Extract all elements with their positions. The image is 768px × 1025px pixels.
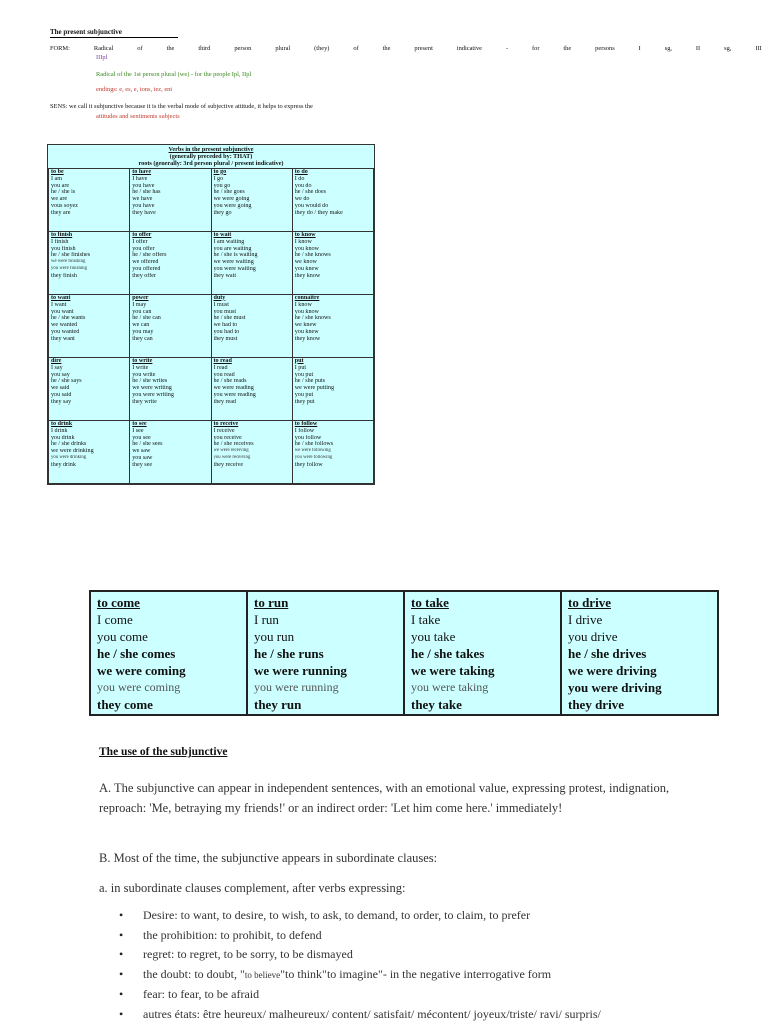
conjugation-line: you were receiving	[213, 455, 251, 461]
verb-cell	[561, 591, 718, 715]
conjugation-line: he / she says	[51, 378, 82, 385]
conjugation-line: you were writing	[132, 392, 174, 399]
conjugation-line: we were writing	[132, 385, 172, 392]
conjugation-line: they go	[213, 210, 232, 217]
verb-cell	[292, 420, 373, 483]
conjugation-line: we were putting	[294, 385, 335, 392]
conjugation-line: they can	[132, 336, 153, 343]
conjugation-line: we were taking	[411, 663, 495, 678]
conjugation-line: they have	[132, 210, 156, 217]
verb-heading: to receive	[213, 420, 239, 427]
conjugation-line: you offered	[132, 266, 161, 273]
uses-list	[99, 906, 743, 1025]
conjugation-line: you drive	[568, 629, 618, 644]
conjugation-line: I must	[213, 301, 229, 308]
conjugation-line: you receive	[213, 434, 242, 441]
verb-cell	[130, 168, 211, 231]
sens-line: SENS: we call it subjunctive because it is the verbal mode of subjective attitude, it helps to express the	[50, 103, 313, 110]
conjugation-line: they know	[294, 336, 321, 343]
conjugation-line: I go	[213, 175, 224, 182]
verb-cell	[130, 294, 211, 357]
conjugation-line: you run	[254, 629, 295, 644]
paragraph-a: A. The subjunctive can appear in independent sentences, with an emotional value, expressing protest, indignation, reproach: 'Me, betraying my friends!' or an indirect order: 'Let him come here.' immediately!	[99, 781, 670, 815]
conjugation-line: I may	[132, 301, 147, 308]
conjugation-line: they drink	[51, 462, 76, 469]
conjugation-line: you are waiting	[213, 245, 252, 252]
verb-heading: power	[132, 294, 149, 301]
conjugation-line: you want	[51, 308, 74, 315]
conjugation-line: I know	[294, 301, 312, 308]
conjugation-line: I drive	[568, 612, 603, 627]
verb-heading: to follow	[294, 420, 318, 427]
verb-heading: to see	[132, 420, 147, 427]
verb-heading: to wait	[213, 231, 232, 238]
conjugation-line: you were reading	[213, 392, 256, 399]
small-table-header: Verbs in the present subjunctive (generally preceded by: THAT) roots (generally: 3rd person plural / present indicative)	[138, 146, 284, 168]
conjugation-line: he / she goes	[213, 189, 245, 196]
conjugation-line: I am	[51, 175, 62, 182]
conjugation-line: he / she takes	[411, 646, 485, 661]
verb-heading: to do	[294, 168, 308, 175]
conjugation-line: I write	[132, 364, 149, 371]
verb-cell	[247, 591, 404, 715]
conjugation-line: you take	[411, 629, 456, 644]
radical-line: Radical of the 1st person plural (we) - for the people Ipl, IIpl	[96, 71, 252, 78]
verb-cell	[49, 294, 130, 357]
verb-cell	[292, 294, 373, 357]
conjugation-line: he / she knows	[294, 315, 331, 322]
list-item: • the prohibition: to prohibit, to defend	[143, 926, 743, 946]
conjugation-line: you were following	[294, 455, 333, 461]
conjugation-line: they drive	[568, 697, 624, 712]
conjugation-line: I know	[294, 238, 312, 245]
verb-cell	[49, 420, 130, 483]
verb-heading: dire	[51, 357, 62, 364]
conjugation-line: I run	[254, 612, 279, 627]
conjugation-line: I offer	[132, 238, 148, 245]
conjugation-line: you knew	[294, 329, 319, 336]
conjugation-line: we were finishing	[51, 259, 86, 265]
verb-cell	[211, 168, 292, 231]
verb-cell	[404, 591, 561, 715]
conjugation-line: they receive	[213, 462, 244, 469]
conjugation-line: you follow	[294, 434, 322, 441]
conjugation-line: they offer	[132, 273, 156, 280]
conjugation-line: you were taking	[411, 680, 489, 694]
verb-heading: to run	[254, 595, 289, 610]
verb-cell	[49, 357, 130, 420]
conjugation-line: I say	[51, 364, 63, 371]
verb-heading: put	[294, 357, 304, 364]
verb-heading: to go	[213, 168, 227, 175]
conjugation-line: they see	[132, 462, 153, 469]
verb-cell	[211, 357, 292, 420]
conjugation-line: they read	[213, 399, 237, 406]
conjugation-line: we have	[132, 196, 153, 203]
conjugation-line: we knew	[294, 322, 317, 329]
verb-cell	[292, 357, 373, 420]
conjugation-line: you said	[51, 392, 72, 399]
verb-cell	[211, 294, 292, 357]
conjugation-line: you were going	[213, 203, 252, 210]
paragraph-a-subordinate: a. in subordinate clauses complement, after verbs expressing:	[99, 881, 406, 895]
conjugation-line: you write	[132, 371, 156, 378]
conjugation-line: you saw	[132, 455, 153, 462]
verb-cell	[130, 357, 211, 420]
conjugation-line: I am waiting	[213, 238, 245, 245]
conjugation-line: we offered	[132, 259, 159, 266]
conjugation-line: he / she drinks	[51, 441, 87, 448]
conjugation-line: they write	[132, 399, 157, 406]
conjugation-line: he / she offers	[132, 252, 167, 259]
conjugation-line: you are	[51, 182, 70, 189]
use-section-title: The use of the subjunctive	[99, 746, 228, 758]
conjugation-line: he / she reads	[213, 378, 247, 385]
conjugation-line: you say	[51, 371, 70, 378]
conjugation-line: vous soyez	[51, 203, 78, 210]
table-row	[90, 591, 718, 715]
conjugation-line: we were following	[294, 448, 331, 454]
conjugation-line: he / she writes	[132, 378, 168, 385]
conjugation-line: you know	[294, 308, 319, 315]
verb-cell	[130, 420, 211, 483]
large-verb-table	[89, 590, 719, 716]
conjugation-line: you would do	[294, 203, 329, 210]
conjugation-line: they must	[213, 336, 238, 343]
verb-heading: to have	[132, 168, 152, 175]
verb-heading: duty	[213, 294, 226, 301]
conjugation-line: we wanted	[51, 322, 78, 329]
conjugation-line: you can	[132, 308, 152, 315]
conjugation-line: we were coming	[97, 663, 186, 678]
table-row	[49, 357, 374, 420]
verb-cell	[211, 231, 292, 294]
conjugation-line: you come	[97, 629, 148, 644]
conjugation-line: we do	[294, 196, 310, 203]
conjugation-line: he / she receives	[213, 441, 254, 448]
conjugation-line: we had to	[213, 322, 238, 329]
verb-heading: to be	[51, 168, 64, 175]
conjugation-line: they wait	[213, 273, 237, 280]
conjugation-line: he / she runs	[254, 646, 324, 661]
conjugation-line: we were reading	[213, 385, 254, 392]
conjugation-line: we are	[51, 196, 68, 203]
verb-cell	[49, 168, 130, 231]
conjugation-line: you must	[213, 308, 237, 315]
conjugation-line: I have	[132, 175, 148, 182]
conjugation-line: we were running	[254, 663, 347, 678]
conjugation-line: he / she puts	[294, 378, 326, 385]
conjugation-line: we were drinking	[51, 448, 94, 455]
conjugation-line: he / she drives	[568, 646, 647, 661]
conjugation-line: you were running	[254, 680, 339, 694]
verb-cell	[292, 168, 373, 231]
conjugation-line: you were waiting	[213, 266, 256, 273]
conjugation-line: you do	[294, 182, 312, 189]
conjugation-line: he / she sees	[132, 441, 163, 448]
verb-cell	[130, 231, 211, 294]
verb-cell	[90, 591, 247, 715]
conjugation-line: he / she is waiting	[213, 252, 258, 259]
verb-heading: to take	[411, 595, 449, 610]
conjugation-line: we were driving	[568, 663, 657, 678]
conjugation-line: they finish	[51, 273, 77, 280]
verb-heading: to finish	[51, 231, 73, 238]
verb-heading: to want	[51, 294, 71, 301]
table-row	[49, 231, 374, 294]
conjugation-line: they come	[97, 697, 153, 712]
conjugation-line: we were going	[213, 196, 250, 203]
conjugation-line: we were waiting	[213, 259, 254, 266]
conjugation-line: he / she follows	[294, 441, 334, 448]
conjugation-line: they follow	[294, 462, 323, 469]
verb-cell	[49, 231, 130, 294]
table-row	[49, 294, 374, 357]
conjugation-line: I read	[213, 364, 228, 371]
conjugation-line: I finish	[51, 238, 69, 245]
conjugation-line: you may	[132, 329, 154, 336]
verb-heading: to come	[97, 595, 140, 610]
list-item: • autres états: être heureux/ malheureux/ content/ satisfait/ mécontent/ joyeux/triste/ ravi/ surpris/	[143, 1005, 743, 1025]
form-row: FORM: Radical of the third person plural (they) of the present indicative - for the persons I sg, II sg, III	[50, 45, 762, 52]
conjugation-line: they do / they make	[294, 210, 343, 217]
conjugation-line: you put	[294, 392, 314, 399]
conjugation-line: you were finishing	[51, 266, 87, 272]
conjugation-line: you knew	[294, 266, 319, 273]
conjugation-line: they run	[254, 697, 302, 712]
conjugation-line: you were coming	[97, 680, 181, 694]
small-table-grid	[48, 168, 374, 484]
conjugation-line: he / she is	[51, 189, 76, 196]
conjugation-line: you drink	[51, 434, 75, 441]
conjugation-line: they say	[51, 399, 72, 406]
conjugation-line: he / she does	[294, 189, 327, 196]
conjugation-line: we saw	[132, 448, 151, 455]
conjugation-line: he / she knows	[294, 252, 331, 259]
conjugation-line: we know	[294, 259, 317, 266]
conjugation-line: I come	[97, 612, 133, 627]
conjugation-line: I put	[294, 364, 307, 371]
verb-heading: to write	[132, 357, 153, 364]
conjugation-line: we said	[51, 385, 70, 392]
conjugation-line: you had to	[213, 329, 240, 336]
conjugation-line: you finish	[51, 245, 76, 252]
conjugation-line: you know	[294, 245, 319, 252]
list-item: • fear: to fear, to be afraid	[143, 985, 743, 1005]
conjugation-line: they put	[294, 399, 315, 406]
verb-heading: to know	[294, 231, 316, 238]
conjugation-line: you wanted	[51, 329, 80, 336]
conjugation-line: they want	[51, 336, 75, 343]
conjugation-line: I see	[132, 427, 144, 434]
conjugation-line: we were receiving	[213, 448, 249, 454]
conjugation-line: he / she finishes	[51, 252, 91, 259]
conjugation-line: you have	[132, 203, 155, 210]
page-title: The present subjunctive	[50, 28, 178, 38]
conjugation-line: you put	[294, 371, 314, 378]
form-continuation: IIIpl	[96, 54, 108, 61]
conjugation-line: you go	[213, 182, 231, 189]
conjugation-line: he / she comes	[97, 646, 176, 661]
conjugation-line: you have	[132, 182, 155, 189]
verb-heading: connaître	[294, 294, 320, 301]
verb-cell	[292, 231, 373, 294]
conjugation-line: I drink	[51, 427, 68, 434]
verb-heading: to read	[213, 357, 232, 364]
conjugation-line: you see	[132, 434, 151, 441]
verb-heading: to drive	[568, 595, 611, 610]
conjugation-line: I receive	[213, 427, 235, 434]
conjugation-line: he / she must	[213, 315, 246, 322]
conjugation-line: he / she can	[132, 315, 161, 322]
paragraph-b: B. Most of the time, the subjunctive appears in subordinate clauses:	[99, 851, 438, 865]
conjugation-line: he / she wants	[51, 315, 86, 322]
conjugation-line: they are	[51, 210, 71, 217]
verb-cell	[211, 420, 292, 483]
conjugation-line: I follow	[294, 427, 315, 434]
verb-heading: to offer	[132, 231, 152, 238]
list-item: • the doubt: to doubt, "to believe"to think"to imagine"- in the negative interrogative form	[143, 965, 743, 986]
verb-heading: to drink	[51, 420, 73, 427]
conjugation-line: you were drinking	[51, 455, 87, 461]
conjugation-line: they know	[294, 273, 321, 280]
small-verb-table	[47, 144, 375, 485]
conjugation-line: you offer	[132, 245, 155, 252]
conjugation-line: I take	[411, 612, 441, 627]
conjugation-line: I want	[51, 301, 67, 308]
conjugation-line: I do	[294, 175, 305, 182]
conjugation-line: you were driving	[568, 680, 662, 695]
sens-line-2: attitudes and sentiments subjects	[96, 113, 180, 120]
list-item: • Desire: to want, to desire, to wish, to ask, to demand, to order, to claim, to prefer	[143, 906, 743, 926]
conjugation-line: you read	[213, 371, 235, 378]
table-row	[49, 168, 374, 231]
conjugation-line: he / she has	[132, 189, 161, 196]
table-row	[49, 420, 374, 483]
conjugation-line: we can	[132, 322, 150, 329]
list-item: • regret: to regret, to be sorry, to be dismayed	[143, 945, 743, 965]
conjugation-line: they take	[411, 697, 462, 712]
form-label: FORM:	[50, 45, 70, 52]
endings-line: endings: e, es, e, ions, iez, ent	[96, 86, 173, 93]
